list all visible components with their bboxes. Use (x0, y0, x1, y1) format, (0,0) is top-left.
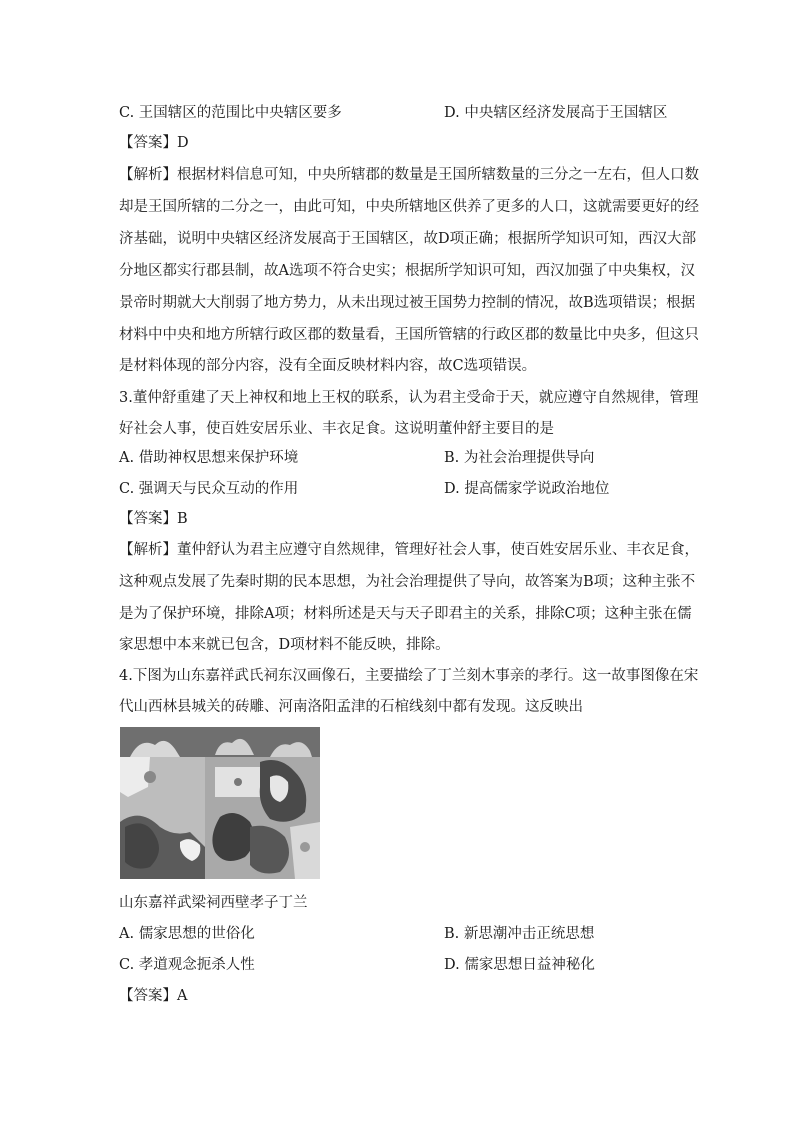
q3-analysis-line: 家思想中本来就已包含，D项材料不能反映，排除。 (119, 637, 450, 653)
q4-answer: 【答案】A (119, 988, 188, 1004)
q2-analysis-line: 景帝时期就大大削弱了地方势力，从未出现过被王国势力控制的情况，故B选项错误；根据 (119, 295, 696, 311)
q2-option-d: D. 中央辖区经济发展高于王国辖区 (444, 105, 668, 121)
q4-stem-line: 4.下图为山东嘉祥武氏祠东汉画像石，主要描绘了丁兰刻木事亲的孝行。这一故事图像在宋 (119, 668, 699, 684)
q3-option-a: A. 借助神权思想来保护环境 (119, 450, 299, 466)
q3-stem-line: 3.董仲舒重建了天上神权和地上王权的联系，认为君主受命于天，就应遵守自然规律，管理 (119, 390, 699, 406)
q4-option-a: A. 儒家思想的世俗化 (119, 926, 255, 942)
figure-caption: 山东嘉祥武梁祠西壁孝子丁兰 (119, 895, 308, 911)
q2-analysis-line: 【解析】根据材料信息可知，中央所辖郡的数量是王国所辖数量的三分之一左右，但人口数 (119, 167, 699, 183)
q3-answer: 【答案】B (119, 511, 188, 527)
stone-relief-picture (120, 727, 320, 879)
q4-option-d: D. 儒家思想日益神秘化 (444, 957, 595, 973)
q3-analysis-line: 【解析】董仲舒认为君主应遵守自然规律，管理好社会人事，使百姓安居乐业、丰衣足食， (119, 542, 699, 558)
q2-option-c: C. 王国辖区的范围比中央辖区要多 (119, 105, 342, 121)
q3-option-b: B. 为社会治理提供导向 (444, 450, 595, 466)
q2-analysis-line: 却是王国所辖的二分之一，由此可知，中央所辖地区供养了更多的人口，这就需要更好的经 (119, 199, 699, 215)
q3-analysis-line: 这种观点发展了先秦时期的民本思想，为社会治理提供了导向，故答案为B项；这种主张不 (119, 574, 696, 590)
q2-answer: 【答案】D (119, 135, 189, 151)
q3-option-c: C. 强调天与民众互动的作用 (119, 481, 299, 497)
q4-option-b: B. 新思潮冲击正统思想 (444, 926, 595, 942)
stone-relief-image (120, 727, 320, 879)
q4-option-c: C. 孝道观念扼杀人性 (119, 957, 255, 973)
q3-stem-line: 好社会人事，使百姓安居乐业、丰衣足食。这说明董仲舒主要目的是 (119, 421, 554, 437)
q2-analysis-line: 是材料体现的部分内容，没有全面反映材料内容，故C选项错误。 (119, 358, 537, 374)
q2-analysis-line: 济基础，说明中央辖区经济发展高于王国辖区，故D项正确；根据所学知识可知，西汉大部 (119, 231, 697, 247)
q2-analysis-line: 材料中中央和地方所辖行政区郡的数量看，王国所管辖的行政区郡的数量比中央多，但这只 (119, 327, 699, 343)
q4-stem-line: 代山西林县城关的砖雕、河南洛阳孟津的石棺线刻中都有发现。这反映出 (119, 699, 583, 715)
q3-option-d: D. 提高儒家学说政治地位 (444, 481, 610, 497)
q2-analysis-line: 分地区都实行郡县制，故A选项不符合史实；根据所学知识可知，西汉加强了中央集权，汉 (119, 263, 695, 279)
q3-analysis-line: 是为了保护环境，排除A项；材料所述是天与天子即君主的关系，排除C项；这种主张在儒 (119, 606, 692, 622)
